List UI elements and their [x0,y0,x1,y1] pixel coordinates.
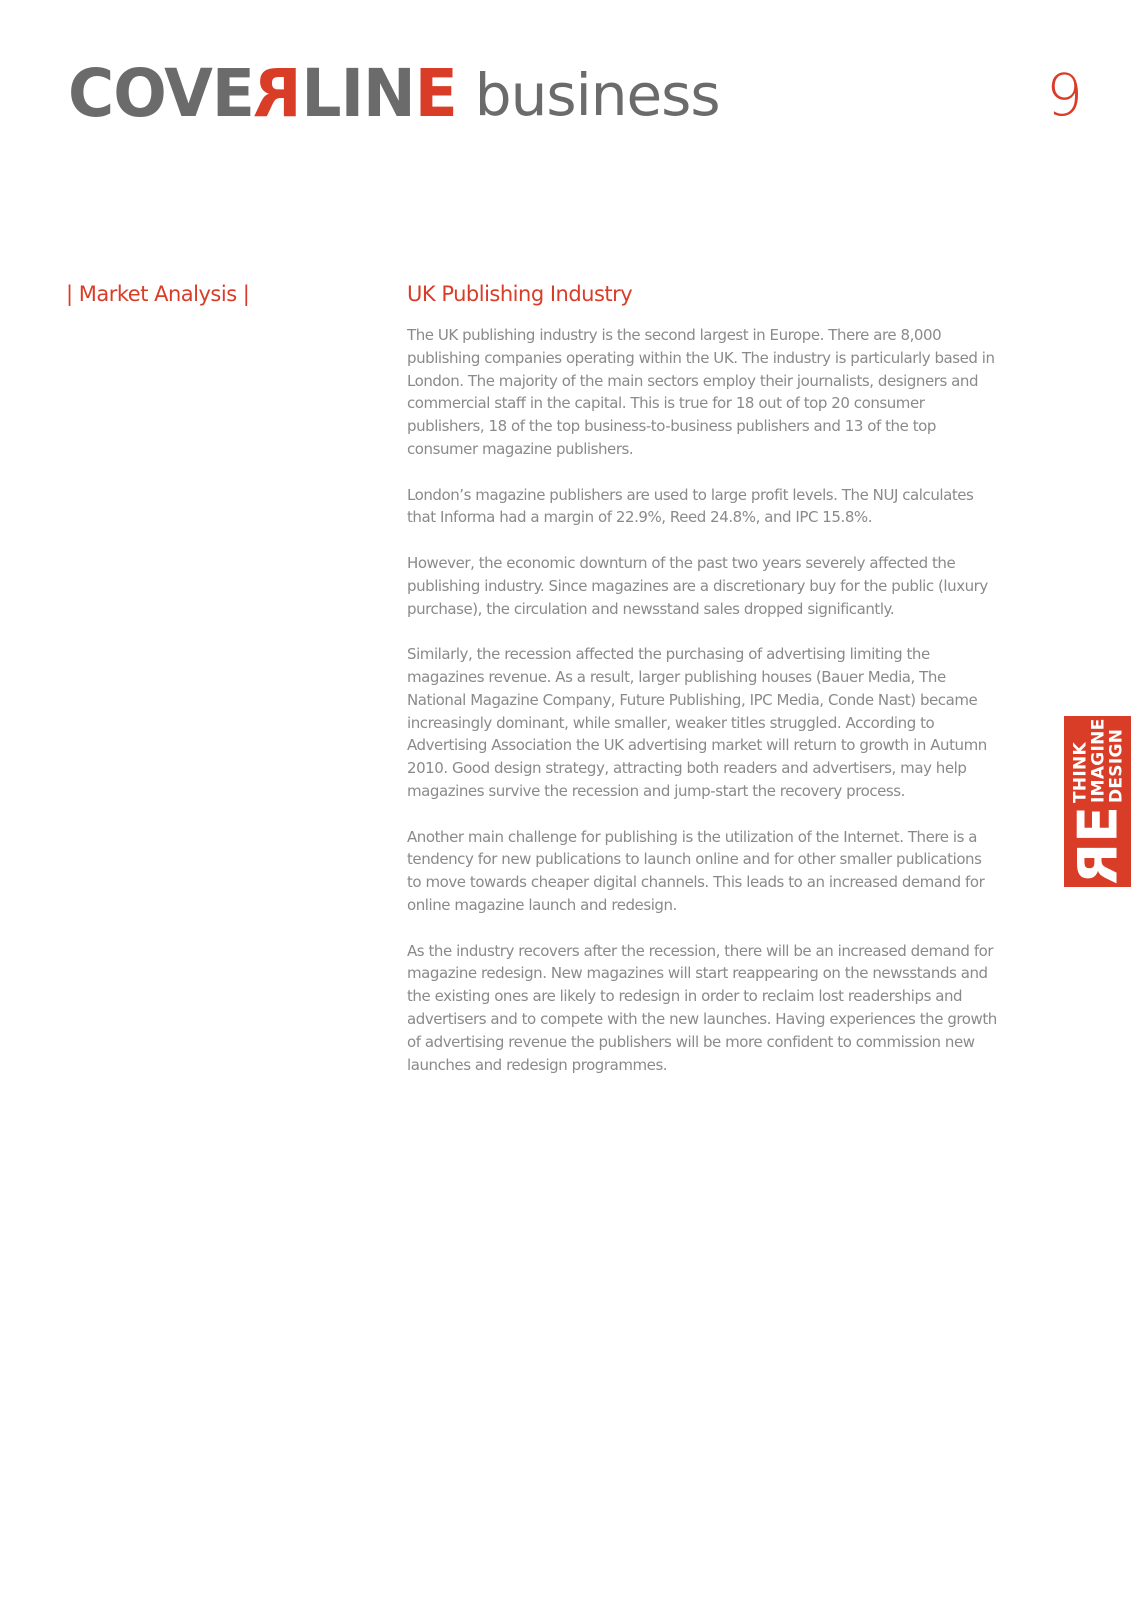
logo-brand-flipped-letter: R [253,55,302,132]
page-number: 9 [1046,61,1083,129]
side-tab-word-design: DESIGN [1105,728,1126,803]
logo-brand-part3: E [414,55,457,132]
side-tab-letter: E [1065,808,1129,843]
article-paragraph: Another main challenge for publishing is the utilization of the Internet. There is a tendency for new publications to launch online and for other smaller publications to move towards cheaper digital channels. This leads to an increased demand for online magazine launch and redesign. [407,827,985,914]
article [407,282,997,1099]
article-paragraph: However, the economic downturn of the past two years severely affected the publishing industry. Since magazines are a discretionary buy for the public (luxury purchase), the circulation and newsstand sales dropped significantly. [407,553,988,618]
side-tab-content [1064,716,1131,887]
logo-brand-part1: COVE [68,55,254,132]
article-paragraph: London’s magazine publishers are used to large profit levels. The NUJ calculates that Informa had a margin of 22.9%, Reed 24.8%, and IPC 15.8%. [407,485,974,527]
logo-wordmark [68,55,457,132]
rethink-side-tab [1064,716,1131,887]
coverline-logo [68,55,720,132]
section-label: | Market Analysis | [66,282,250,306]
article-paragraph: Similarly, the recession affected the purchasing of advertising limiting the magazines revenue. As a result, larger publishing houses (Bauer Media, The National Magazine Company, Future Publishing, IPC Media, Conde Nast) became increasingly dominant, while smaller, weaker titles struggled. According to Advertising Association the UK advertising market will return to growth in Autumn 2010. Good design strategy, attracting both readers and advertisers, may help magazines survive the recession and jump-start the recovery process. [407,645,987,800]
article-paragraph: As the industry recovers after the recession, there will be an increased demand for magazine redesign. New magazines will start reappearing on the newsstands and the existing ones are likely to redesign in order to reclaim lost readerships and advertisers and to compete with the new launches. Having experiences the growth of advertising revenue the publishers will be more confident to commission new launches and redesign programmes. [407,941,997,1074]
side-tab-word-imagine: IMAGINE [1087,717,1108,803]
article-title: UK Publishing Industry [407,282,633,306]
side-tab-logo [1065,808,1129,881]
side-tab-word-think: THINK [1069,741,1090,803]
side-tab-words [1071,718,1125,803]
side-tab-flipped-letter: R [1065,842,1129,881]
logo-brand-part2: LIN [301,55,415,132]
article-paragraph: The UK publishing industry is the second largest in Europe. There are 8,000 publishing companies operating within the UK. The industry is particularly based in London. The majority of the main sectors employ their journalists, designers and commercial staff in the capital. This is true for 18 out of top 20 consumer publishers, 18 of the top business-to-business publishers and 13 of the top consumer magazine publishers. [407,326,995,458]
logo-subtitle: business [474,61,720,129]
